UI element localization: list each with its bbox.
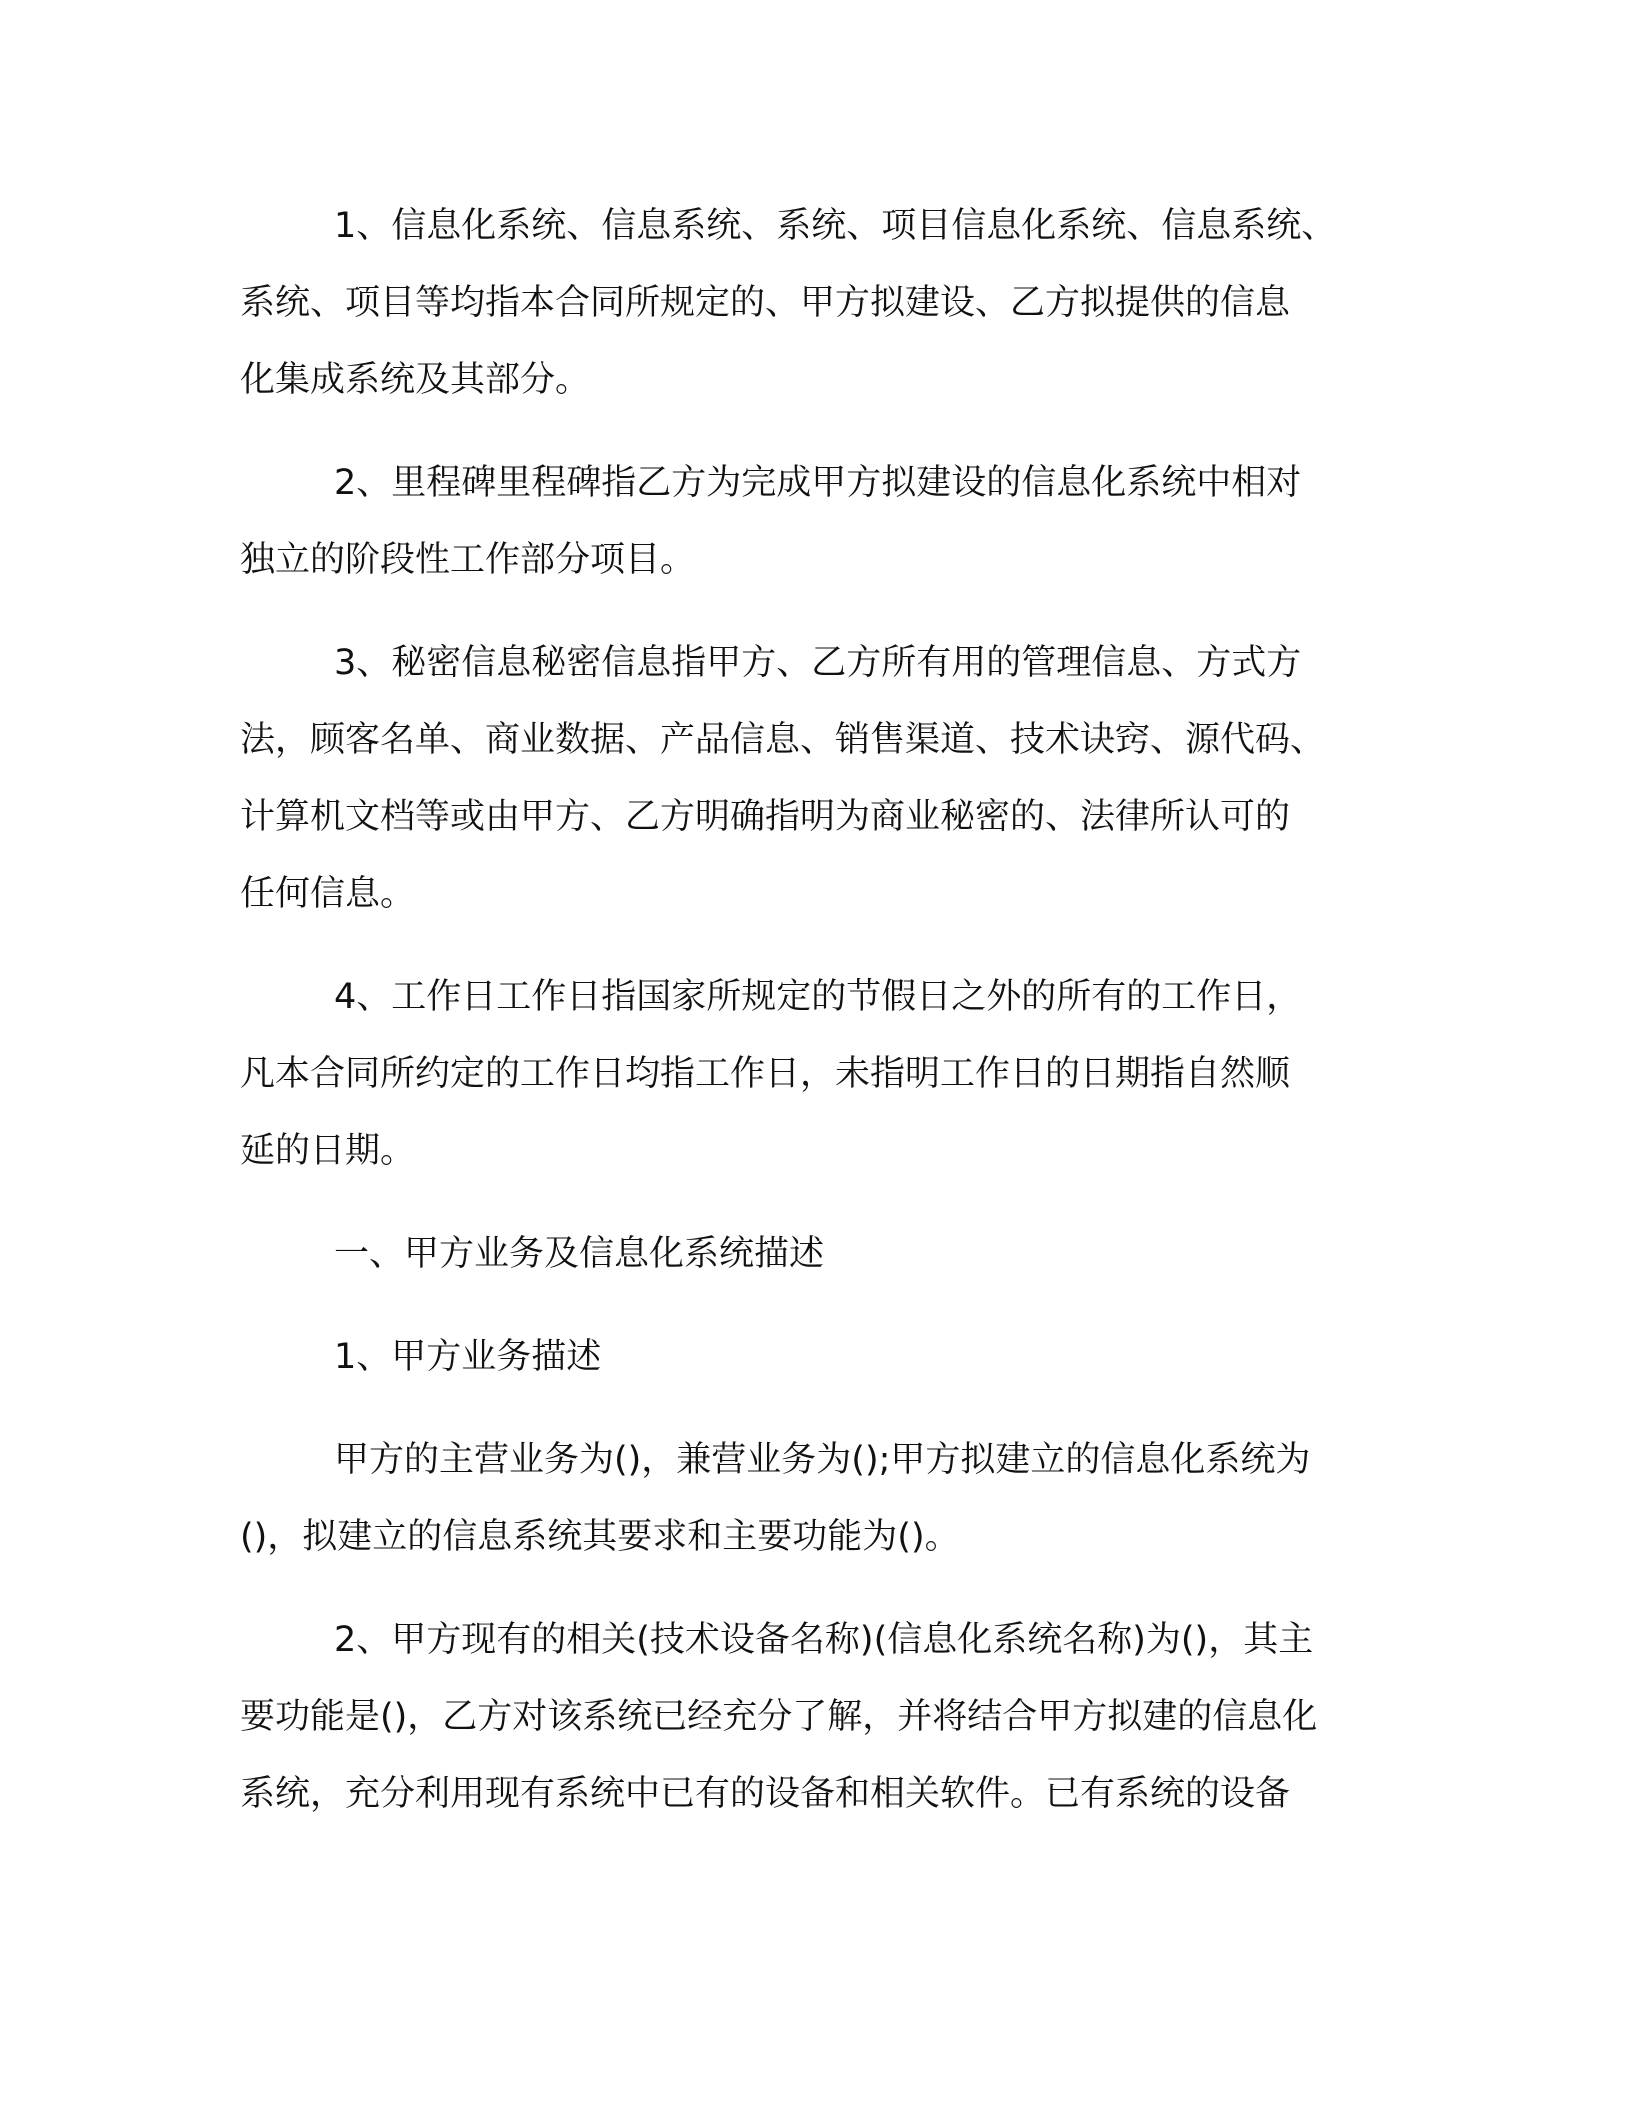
text-line: 甲方的主营业务为()，兼营业务为();甲方拟建立的信息化系统为 (334, 1440, 1311, 1480)
text-line: 要功能是()，乙方对该系统已经充分了解，并将结合甲方拟建的信息化 (240, 1697, 1318, 1737)
text-line: 2、甲方现有的相关(技术设备名称)(信息化系统名称)为()，其主 (334, 1620, 1314, 1660)
text-line: 凡本合同所约定的工作日均指工作日，未指明工作日的日期指自然顺 (240, 1054, 1291, 1094)
text-line: 任何信息。 (240, 874, 416, 914)
text-line: 系统，充分利用现有系统中已有的设备和相关软件。已有系统的设备 (240, 1774, 1291, 1814)
text-line: 2、里程碑里程碑指乙方为完成甲方拟建设的信息化系统中相对 (334, 463, 1302, 503)
text-line: 化集成系统及其部分。 (240, 360, 591, 400)
paragraph-definition-1 (240, 188, 1390, 419)
subsection-heading (240, 1319, 1390, 1396)
text-line: 计算机文档等或由甲方、乙方明确指明为商业秘密的、法律所认可的 (240, 797, 1291, 837)
section-heading (240, 1216, 1390, 1293)
text-line: 系统、项目等均指本合同所规定的、甲方拟建设、乙方拟提供的信息 (240, 283, 1291, 323)
text-line: 延的日期。 (240, 1131, 416, 1171)
subsection-heading-text: 1、甲方业务描述 (334, 1337, 602, 1377)
document-body (240, 188, 1390, 1859)
paragraph-definition-3 (240, 625, 1390, 933)
text-line: 独立的阶段性工作部分项目。 (240, 540, 696, 580)
section-heading-text: 一、甲方业务及信息化系统描述 (334, 1234, 825, 1274)
paragraph-business-description (240, 1422, 1390, 1576)
paragraph-definition-2 (240, 445, 1390, 599)
text-line: 1、信息化系统、信息系统、系统、项目信息化系统、信息系统、 (334, 206, 1337, 246)
text-line: ()，拟建立的信息系统其要求和主要功能为()。 (240, 1517, 960, 1557)
text-line: 3、秘密信息秘密信息指甲方、乙方所有用的管理信息、方式方 (334, 643, 1302, 683)
paragraph-existing-system (240, 1602, 1390, 1833)
text-line: 法，顾客名单、商业数据、产品信息、销售渠道、技术诀窍、源代码、 (240, 720, 1326, 760)
paragraph-definition-4 (240, 959, 1390, 1190)
text-line: 4、工作日工作日指国家所规定的节假日之外的所有的工作日， (334, 977, 1302, 1017)
